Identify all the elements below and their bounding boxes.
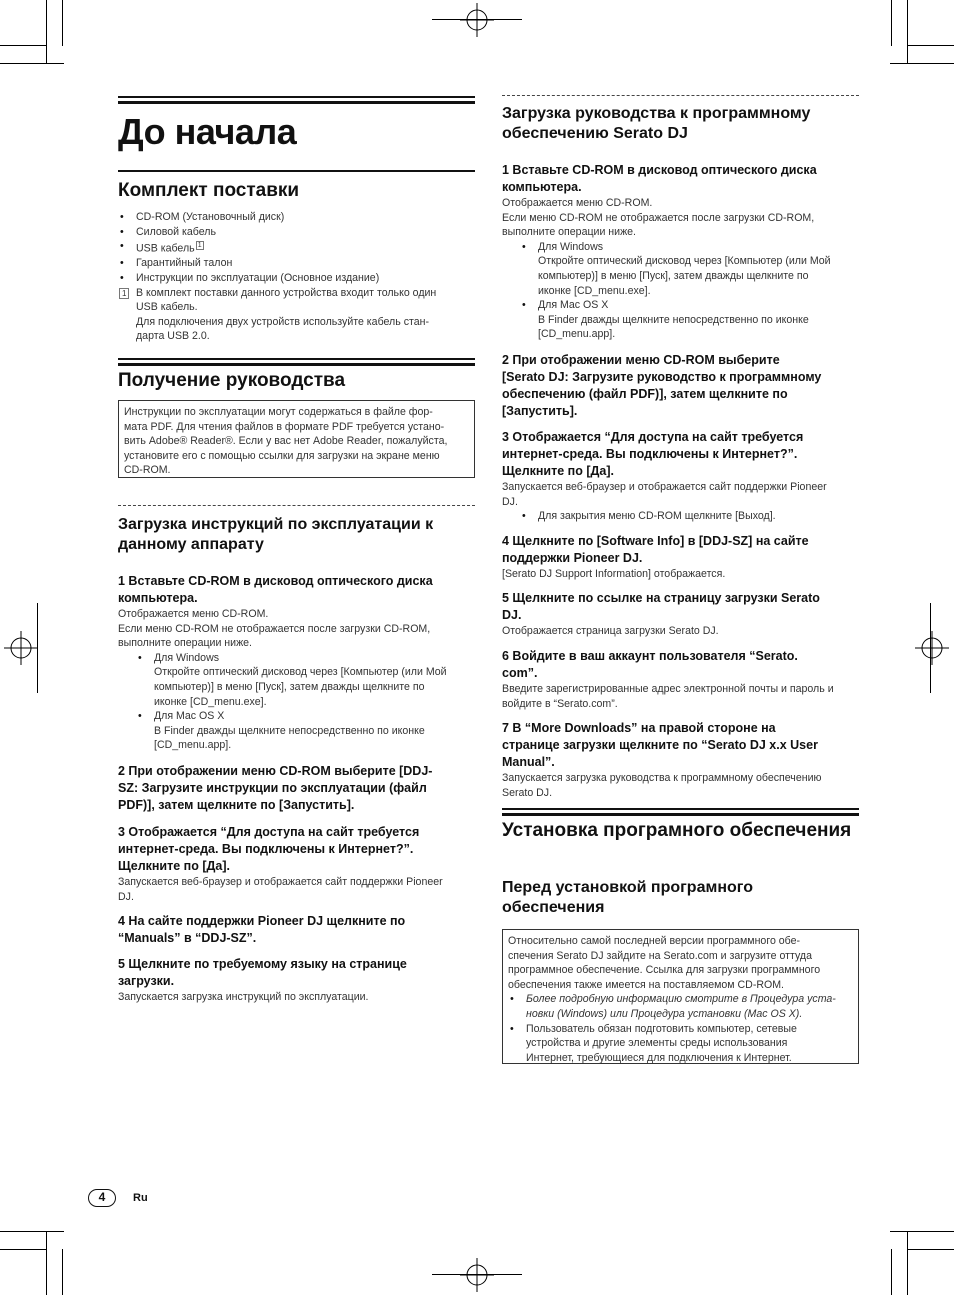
section-divider [502,95,859,96]
list-item: • Более подробную информацию смотрите в Процедура уста- новки (Windows) или Процедура установки (Mac OS X). [508,992,853,1021]
step-7: 7 В “More Downloads” на правой стороне на странице загрузки щелкните по “Serato DJ x.x User Manual”. [502,721,818,770]
step-3: 3 Отображается “Для доступа на сайт требуется интернет-среда. Вы подключены к Интернет?”. Щелкните по [Да]. [502,429,804,478]
kit-footnote: 1 В комплект поставки данного устройства входит только один USB кабель. Для подключения двух устройств используйте кабель стан- дарта USB 2.0. [118,286,475,344]
before-install-heading: Перед установкой програмного обеспечения [502,879,753,916]
crop-mark [62,1249,63,1295]
page-number: 4 [88,1189,116,1207]
crop-mark [46,1231,47,1295]
section-rule [118,358,475,369]
list-item: • Инструкции по эксплуатации (Основное издание) [118,271,475,286]
registration-mark-icon [460,1258,494,1292]
crop-mark [891,1249,892,1295]
manual-heading: Получение руководства [118,370,346,391]
registration-mark-icon [460,3,494,37]
step-5: 5 Щелкните по требуемому языку на странице загрузки. [118,957,407,989]
list-item: • Для закрытия меню CD-ROM щелкните [Выход]. [502,509,859,524]
crop-mark [907,1231,908,1295]
section-rule [118,170,475,172]
section-divider [118,505,475,506]
list-item: • Силовой кабель [118,225,475,240]
list-item: • Для Mac OS X [502,298,859,313]
crop-mark [908,1249,954,1250]
crop-mark [432,19,522,20]
manual-notice-box: Инструкции по эксплуатации могут содержаться в файле фор- мата PDF. Для чтения файлов в формате PDF требуется устано- вить Adobe® Reader®. Если у вас нет Adobe Reader, пожалуйста, установите его с помощью ссылки для загрузки на экране меню CD-ROM. [118,400,475,478]
crop-mark [891,0,892,46]
footnote-marker: 1 [119,288,129,299]
language-code: Ru [133,1192,148,1204]
crop-mark [907,0,908,64]
list-item: • Гарантийный талон [118,256,475,271]
step-2: 2 При отображении меню CD-ROM выберите [DDJ- SZ: Загрузите инструкции по эксплуатации (файл PDF)], затем щелкните по [Запустить]. [118,763,433,812]
registration-mark-icon [4,631,38,665]
footnote-marker: 1 [197,242,202,250]
crop-mark [890,1231,954,1232]
download-heading: Загрузка инструкций по эксплуатации к данному аппарату [118,516,434,553]
step-1: 1 Вставьте CD-ROM в дисковод оптического диска компьютера. [118,574,433,605]
step-4: 4 На сайте поддержки Pioneer DJ щелкните по “Manuals” в “DDJ-SZ”. [118,914,406,946]
section-rule [502,808,859,819]
page-title: До начала [118,111,297,152]
crop-mark [432,1274,522,1275]
crop-mark [37,603,38,693]
install-heading: Установка програмного обеспечения [502,820,852,841]
crop-mark [0,63,64,64]
title-rule [118,96,475,107]
crop-mark [62,0,63,46]
kit-list [118,210,475,344]
crop-mark [46,0,47,64]
crop-mark [930,603,931,693]
crop-mark [0,1231,64,1232]
list-item: • Для Windows [118,651,475,666]
list-item: • CD-ROM (Установочный диск) [118,210,475,225]
list-item: • Пользователь обязан подготовить компьютер, сетевые устройства и другие элементы среды использования Интернет, требующиеся для подключения к Интернет. [508,1022,853,1066]
list-item: • Для Mac OS X [118,709,475,724]
step-4: 4 Щелкните по [Software Info] в [DDJ-SZ] на сайте поддержки Pioneer DJ. [502,533,809,565]
step-2: 2 При отображении меню CD-ROM выберите [Serato DJ: Загрузите руководство к программному обеспечению (файл PDF)], затем щелкните по [Запустить]. [502,352,822,418]
list-item: • USB кабель $^1$ [118,239,475,256]
crop-mark [908,45,954,46]
step-5: 5 Щелкните по ссылке на страницу загрузки Serato DJ. [502,591,820,623]
step-6: 6 Войдите в ваш аккаунт пользователя “Serato. com”. [502,648,798,680]
step-1: 1 Вставьте CD-ROM в дисковод оптического диска компьютера. [502,163,817,194]
download-steps: 1 Вставьте CD-ROM в дисковод оптического диска компьютера. Отображается меню CD-ROM. Если меню CD-ROM не отображается после загрузки CD-ROM, выполните операции ниже. • Для Windows Откройте оптический дисковод через [Компьютер (или Мой компьютер)] в меню [Пуск], затем дважды щелкните по иконке [CD_menu.exe]. • Для Mac OS X В Finder дважды щелкните непосредственно по иконке [CD_menu.app]. 2 При отображении меню CD-ROM выберите [DDJ- SZ: Загрузите инструкции по эксплуатации (файл PDF)], затем щелкните по [Запустить]. 3 Отображается “Для доступа на сайт требуется интернет-среда. Вы подключены к Интернет?”. Щелкните по [Да]. Запускается веб-браузер и отображается сайт поддержки Pioneer DJ. 4 На сайте поддержки Pioneer DJ щелкните по “Manuals” в “DDJ-SZ”. 5 Щелкните по требуемому языку на странице загрузки. Запускается загрузка инструкций по эксплуатации. [118,573,475,1005]
serato-heading: Загрузка руководства к программному обеспечению Serato DJ [502,105,811,142]
crop-mark [0,1249,46,1250]
kit-heading: Комплект поставки [118,180,300,201]
registration-mark-icon [915,631,949,665]
crop-mark [890,63,954,64]
list-item: • Для Windows [502,240,859,255]
step-3: 3 Отображается “Для доступа на сайт требуется интернет-среда. Вы подключены к Интернет?”. Щелкните по [Да]. [118,824,420,873]
serato-steps: 1 Вставьте CD-ROM в дисковод оптического диска компьютера. Отображается меню CD-ROM. Если меню CD-ROM не отображается после загрузки CD-ROM, выполните операции ниже. • Для Windows Откройте оптический дисковод через [Компьютер (или Мой компьютер)] в меню [Пуск], затем дважды щелкните по иконке [CD_menu.exe]. • Для Mac OS X В Finder дважды щелкните непосредственно по иконке [CD_menu.app]. 2 При отображении меню CD-ROM выберите [Serato DJ: Загрузите руководство к программному обеспечению (файл PDF)], затем щелкните по [Запустить]. 3 Отображается “Для доступа на сайт требуется интернет-среда. Вы подключены к Интернет?”. Щелкните по [Да]. Запускается веб-браузер и отображается сайт поддержки Pioneer DJ. • Для закрытия меню CD-ROM щелкните [Выход]. 4 Щелкните по [Software Info] в [DDJ-SZ] на сайте поддержки Pioneer DJ. [Serato DJ Support Information] отображается. 5 Щелкните по ссылке на страницу загрузки Serato DJ. Отображается страница загрузки Serato DJ. 6 Войдите в ваш аккаунт пользователя “Serato. com”. Введите зарегистрированные адрес электронной почты и пароль и войдите в “Serato.com”. 7 В “More Downloads” на правой стороне на странице загрузки щелкните по “Serato DJ x.x User Manual”. Запускается загрузка руководства к программному обеспечению Serato DJ. [502,162,859,800]
install-notice-box: Относительно самой последней версии программного обе- спечения Serato DJ зайдите на Serato.com и загрузите оттуда программное обеспечение. Ссылка для загрузки программного обеспечения также имеется на поставляемом CD-ROM. • Более подробную информацию смотрите в Процедура уста- новки (Windows) или Процедура установки (Mac OS X). • Пользователь обязан подготовить компьютер, сетевые устройства и другие элементы среды использования Интернет, требующиеся для подключения к Интернет. [502,929,859,1064]
crop-mark [0,45,46,46]
